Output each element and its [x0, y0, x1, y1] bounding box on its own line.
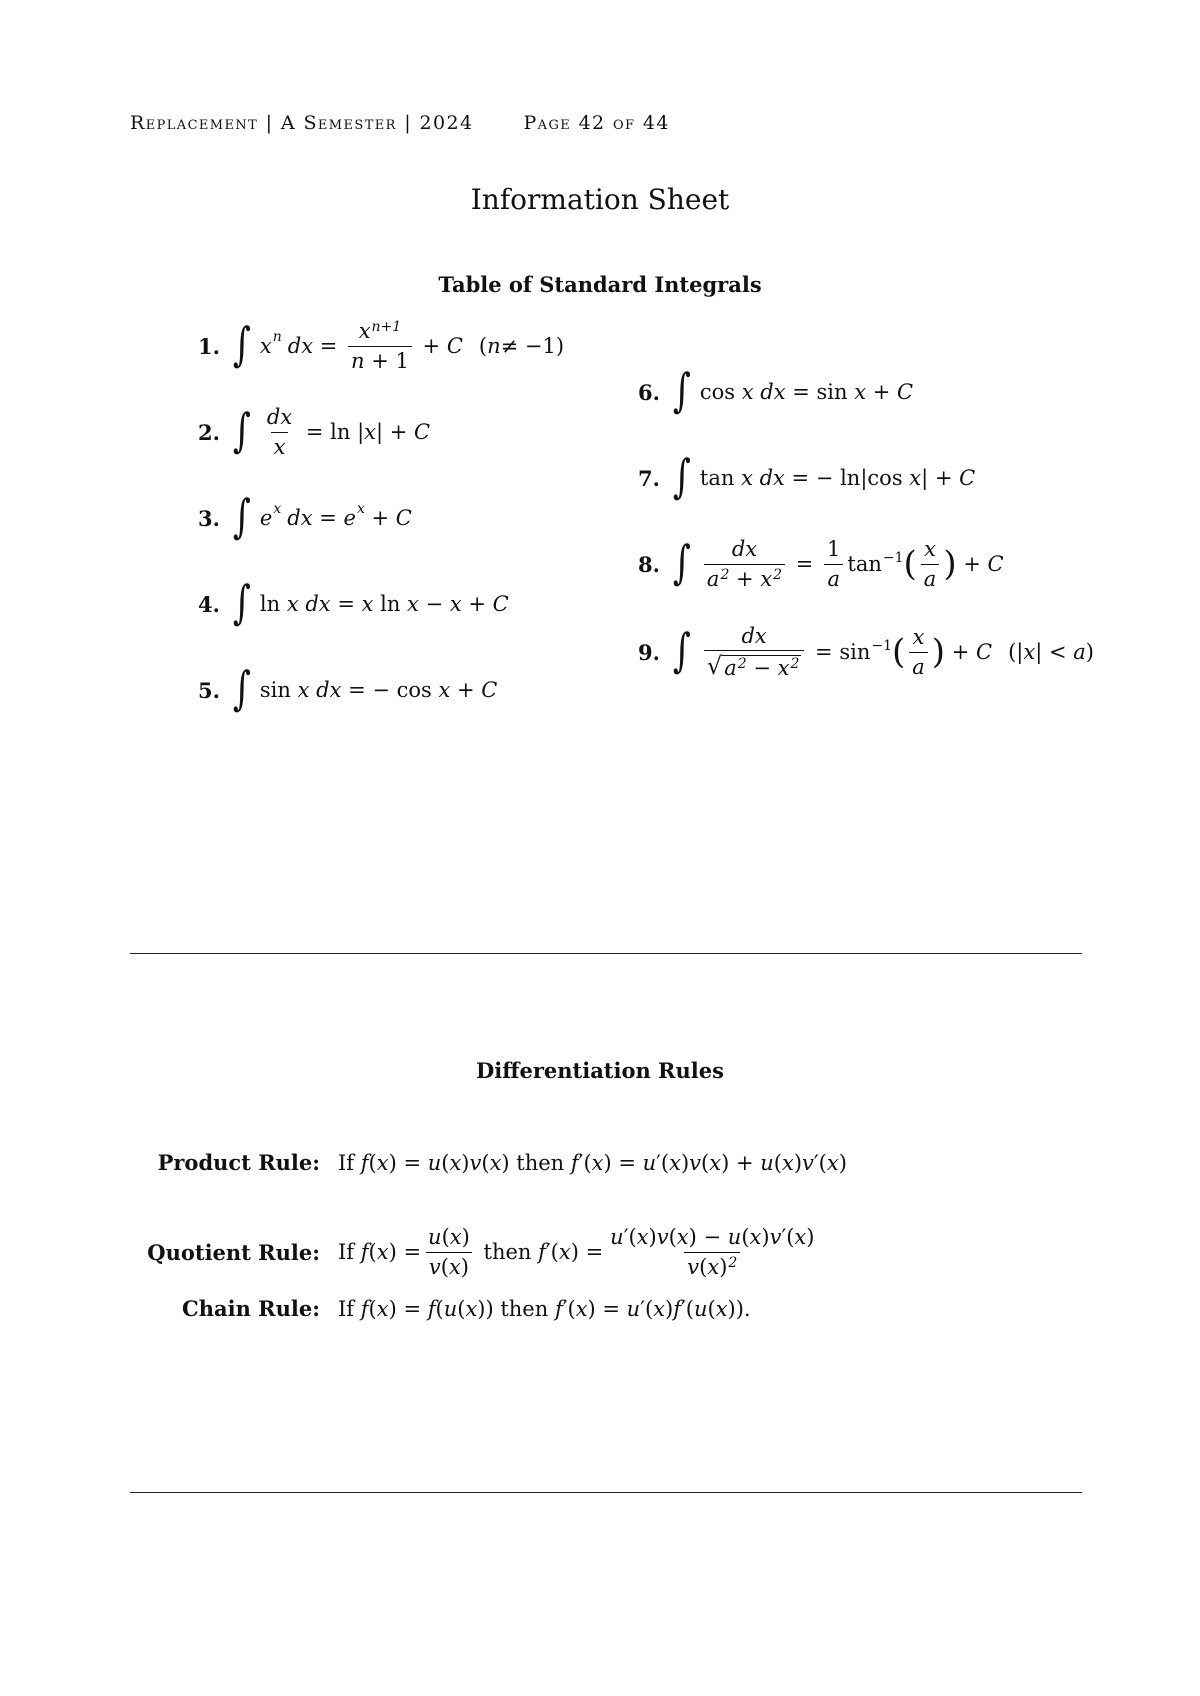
integral-6-number: 6. [638, 379, 660, 405]
quotient-rule-label: Quotient Rule: [147, 1239, 320, 1265]
header-course: Replacement | A Semester | 2024 [130, 112, 474, 134]
product-rule: Product Rule: If f ( x ) = u ( x ) v ( x ) then f ′( x ) = u ′( x ) v ( x ) + u ( x ) v ′( x ) [130, 1150, 847, 1175]
chain-rule: Chain Rule: If f ( x ) = f ( u ( x )) then f ′( x ) = u ′( x ) f ′( u ( x )). [130, 1296, 751, 1321]
chain-rule-label: Chain Rule: [182, 1296, 320, 1321]
integral-7-number: 7. [638, 465, 660, 491]
integral-8: 8. ∫ $\frac{dx}{a^2 + x^2}$ = $\frac{1}{a}$ $\tan^{-1}$ ( $\frac{x}{a}$ ) + C [638, 535, 1004, 591]
integral-2: 2. ∫ $\frac{dx}{x}$ = ln | x | + C [198, 403, 431, 459]
integrals-heading: Table of Standard Integrals [438, 272, 762, 297]
integral-1-number: 1. [198, 333, 220, 359]
integral-3-number: 3. [198, 505, 220, 531]
integral-6: 6. ∫ cos x dx = sin x + C [638, 363, 914, 417]
integral-9-number: 9. [638, 639, 660, 665]
product-rule-label: Product Rule: [157, 1150, 320, 1175]
differentiation-heading: Differentiation Rules [476, 1058, 724, 1083]
integral-1: 1. ∫ x n dx = $\frac{x^{n+1}}{n + 1}$ + C ( n ≠ −1) [198, 317, 565, 373]
page-header [130, 112, 670, 134]
page-title: Information Sheet [470, 183, 730, 216]
integral-5: 5. ∫ sin x dx = − cos x + C [198, 661, 498, 715]
integral-2-number: 2. [198, 419, 220, 445]
divider-bottom [130, 1492, 1082, 1493]
integral-8-number: 8. [638, 551, 660, 577]
header-page-number: Page 42 of 44 [523, 112, 670, 134]
integral-9: 9. ∫ dx √ $a^2 - x^2$ = $\sin^{-1}$ ( $\frac{x}{a}$ ) + C (| x | < a ) [638, 623, 1094, 681]
integral-5-number: 5. [198, 677, 220, 703]
divider-top [130, 953, 1082, 954]
integral-3: 3. ∫ e x dx = e x + C [198, 489, 412, 543]
integral-7: 7. ∫ tan x dx = − ln|cos x | + C [638, 449, 976, 503]
integral-4-number: 4. [198, 591, 220, 617]
integral-4: 4. ∫ ln x dx = x ln x − x + C [198, 575, 509, 629]
quotient-rule: Quotient Rule: If f ( x ) = $\frac{u(x)}{v(x)}$ then f ′( x ) = $\frac{u'(x)v(x) - u(x)v'(x)}{v(x)^2}$ [130, 1220, 821, 1284]
